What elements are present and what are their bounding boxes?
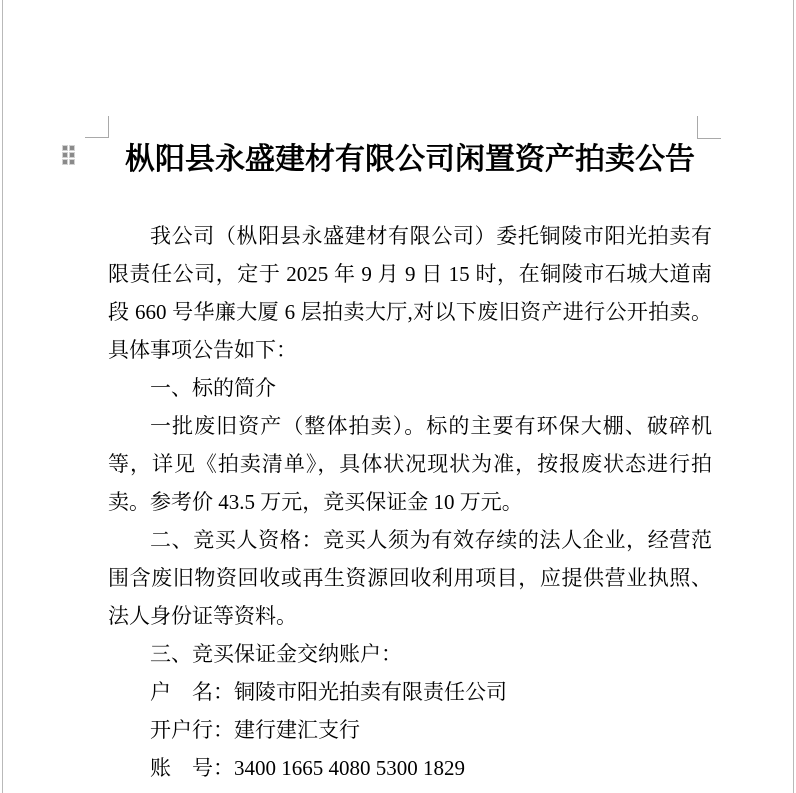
doc-line: 一、标的简介 bbox=[150, 376, 276, 400]
margin-crop-mark-top-right-icon bbox=[697, 116, 721, 139]
doc-line: 法人身份证等资料。 bbox=[108, 604, 297, 628]
doc-line: 段 660 号华廉大厦 6 层拍卖大厅,对以下废旧资产进行公开拍卖。 bbox=[108, 300, 712, 324]
doc-line: 限责任公司，定于 2025 年 9 月 9 日 15 时，在铜陵市石城大道南 bbox=[108, 262, 712, 286]
doc-line: 一批废旧资产（整体拍卖）。标的主要有环保大棚、破碎机 bbox=[150, 414, 712, 438]
document-edit-area[interactable] bbox=[108, 140, 712, 787]
doc-line: 等，详见《拍卖清单》，具体状况现状为准，按报废状态进行拍 bbox=[108, 452, 712, 476]
margin-crop-mark-top-left-icon bbox=[85, 116, 109, 138]
doc-line: 二、竞买人资格：竞买人须为有效存续的法人企业，经营范 bbox=[150, 528, 712, 552]
doc-line: 户 名：铜陵市阳光拍卖有限责任公司 bbox=[150, 680, 507, 704]
doc-line: 具体事项公告如下： bbox=[108, 338, 297, 362]
page-right-edge bbox=[793, 0, 794, 793]
doc-line: 三、竞买保证金交纳账户： bbox=[150, 642, 402, 666]
paragraph-drag-handle-icon[interactable] bbox=[63, 146, 74, 164]
doc-line: 围含废旧物资回收或再生资源回收利用项目，应提供营业执照、 bbox=[108, 566, 712, 590]
doc-line: 卖。参考价 43.5 万元，竞买保证金 10 万元。 bbox=[108, 490, 523, 514]
doc-line: 账 号：3400 1665 4080 5300 1829 bbox=[150, 756, 465, 780]
document-title: 枞阳县永盛建材有限公司闲置资产拍卖公告 bbox=[125, 143, 695, 176]
doc-line: 开户行：建行建汇支行 bbox=[150, 718, 360, 742]
doc-line: 我公司（枞阳县永盛建材有限公司）委托铜陵市阳光拍卖有 bbox=[150, 224, 712, 248]
page-left-edge bbox=[2, 0, 3, 793]
